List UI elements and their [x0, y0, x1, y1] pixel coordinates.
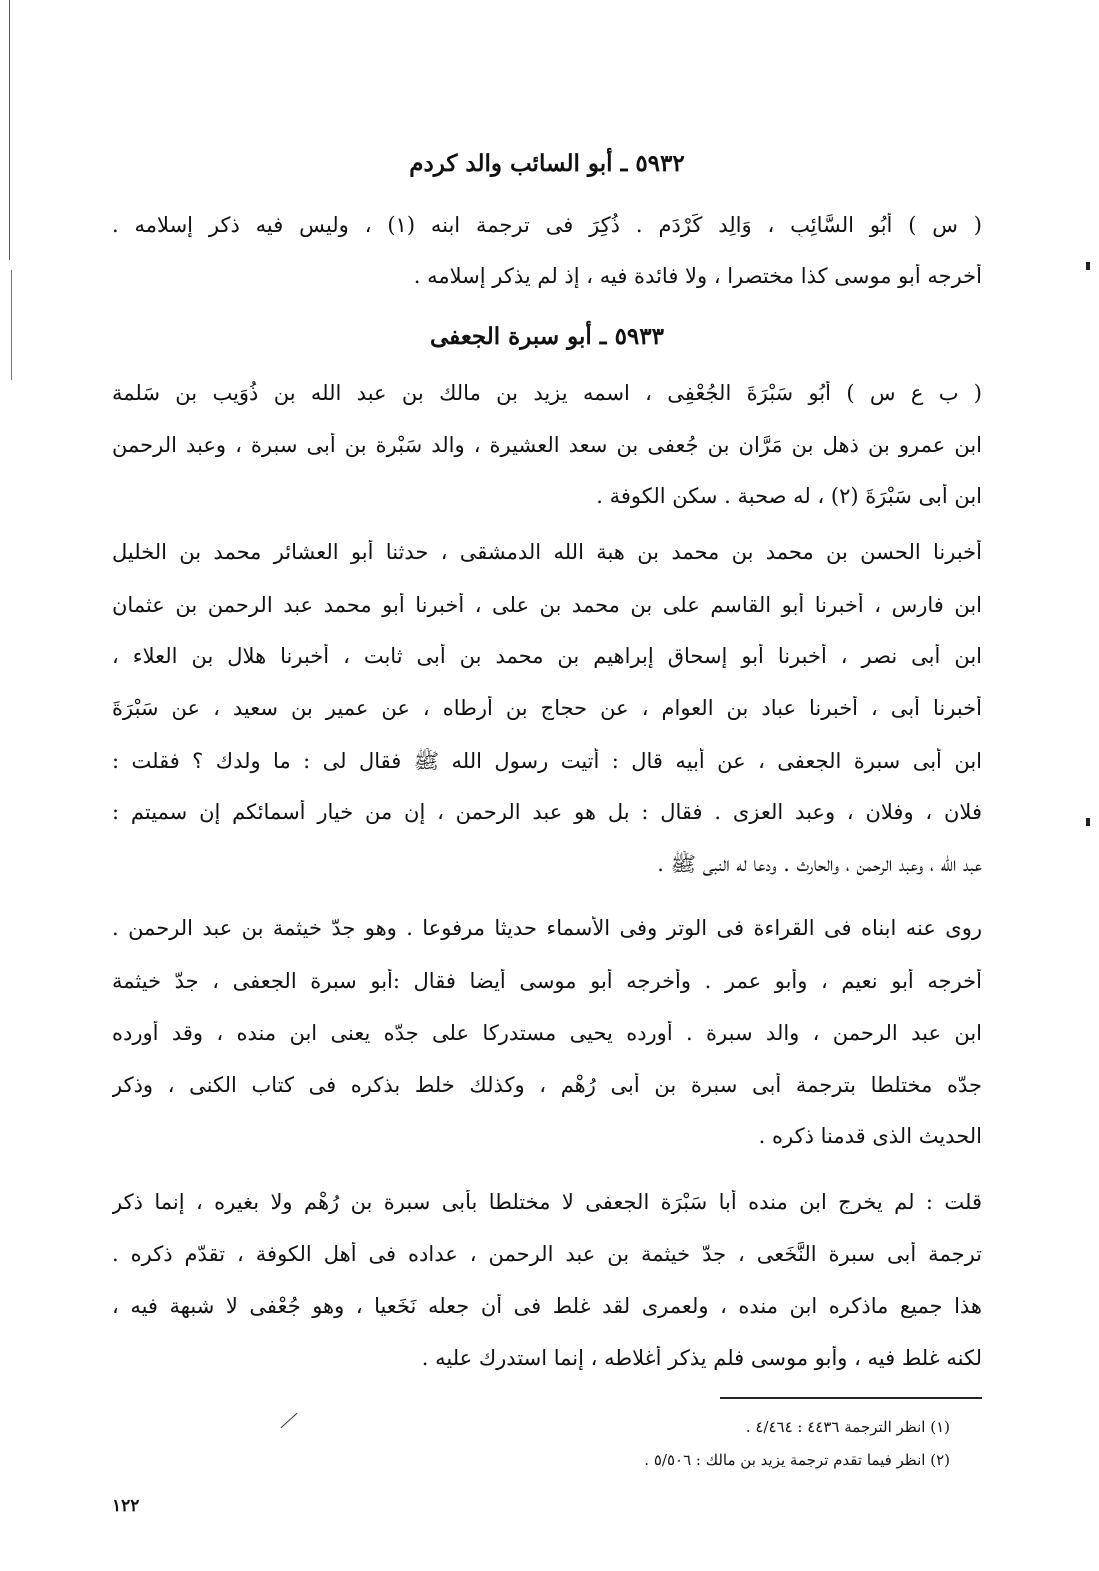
entry-line: ابن عمرو بن ذهل بن مَرَّان بن جُعفى بن سعد العشيرة ، والد سَبْرة بن أبى سبرة ، وعبد الرحمن: [112, 433, 982, 457]
paragraph-line: هذا جميع ماذكره ابن منده ، ولعمرى لقد غلط فى أن جعله نَخَعيا ، وهو جُعْفى لا شبهة فيه ،: [112, 1294, 982, 1318]
paragraph-line: قلت : لم يخرج ابن منده أبا سَبْرَة الجعفى لا مختلطا بأبى سبرة بن رُهْم ولا بغيره ، إنما ذكر: [112, 1190, 982, 1214]
footnote: (٢) انظر فيما تقدم ترجمة يزيد بن مالك : ٥/٥٠٦ .: [644, 1451, 950, 1469]
margin-mark: [1086, 262, 1090, 270]
entry-heading: ٥٩٣٣ ـ أبو سبرة الجعفى: [430, 323, 664, 350]
paragraph-line: أخبرنا الحسن بن محمد بن محمد بن هبة الله الدمشقى ، حدثنا أبو العشائر محمد بن الخليل: [112, 540, 982, 564]
stray-pen-mark: [280, 1413, 297, 1428]
paragraph-line: فلان ، وفلان ، وعبد العزى . فقال : بل هو عبد الرحمن ، إن من خيار أسمائكم إن سميتم :: [112, 800, 982, 824]
scan-edge-line: [11, 270, 12, 380]
entry-heading: ٥٩٣٢ ـ أبو السائب والد كردم: [409, 150, 685, 177]
paragraph-line: روى عنه ابناه فى القراءة فى الوتر وفى الأسماء حديثا مرفوعا . وهو جدّ خيثمة بن عبد الرحمن .: [112, 916, 982, 940]
paragraph-line: ابن عبد الرحمن ، والد سبرة . أورده يحيى مستدركا على جدّه يعنى ابن منده ، وقد أورده: [112, 1021, 982, 1045]
footnote-separator: [720, 1397, 982, 1399]
paragraph-line: ابن أبى نصر ، أخبرنا أبو إسحاق إبراهيم بن محمد بن أبى ثابت ، أخبرنا هلال بن العلاء ،: [112, 644, 982, 668]
footnote: (١) انظر الترجمة ٤٤٣٦ : ٤/٤٦٤ .: [745, 1418, 950, 1436]
scan-edge-line: [9, 0, 10, 260]
page-number: ١٢٢: [112, 1496, 140, 1516]
entry-line: ابن أبى سَبْرَةَ (٢) ، له صحبة . سكن الكوفة .: [596, 484, 982, 508]
paragraph-line: ترجمة أبى سبرة النَّخَعى ، جدّ خيثمة بن عبد الرحمن ، عداده فى أهل الكوفة ، تقدّم ذكره .: [112, 1242, 982, 1266]
entry-line: ( س ) أَبُو السَّائِبِ ، وَالِد كَرْدَم . ذُكِرَ فى ترجمة ابنه (١) ، وليس فيه ذكر إسلامه .: [112, 213, 982, 237]
paragraph-line: عبد الله ، وعبد الرحمن ، والحارث . ودعا له النبى ﷺ .: [657, 852, 982, 876]
paragraph-line: الحديث الذى قدمنا ذكره .: [758, 1124, 982, 1148]
paragraph-line: أخرجه أبو نعيم ، وأبو عمر . وأخرجه أبو موسى أيضا فقال :أبو سبرة الجعفى ، جدّ خيثمة: [112, 969, 982, 993]
entry-line: ( ب ع س ) أَبُو سَبْرَةَ الجُعْفِى ، اسمه يزيد بن مالك بن عبد الله بن ذُوَيب بن سَلمة: [112, 381, 982, 405]
paragraph-line: ابن أبى سبرة الجعفى ، عن أبيه قال : أتيت رسول الله ﷺ فقال لى : ما ولدك ؟ فقلت :: [112, 749, 982, 773]
margin-mark: [1086, 818, 1090, 826]
paragraph-line: لكنه غلط فيه ، وأبو موسى فلم يذكر أغلاطه ، إنما استدرك عليه .: [421, 1346, 982, 1370]
entry-line: أخرجه أبو موسى كذا مختصرا ، ولا فائدة فيه ، إذ لم يذكر إسلامه .: [413, 264, 982, 288]
paragraph-line: أخبرنا أبى ، أخبرنا عباد بن العوام ، عن حجاج بن أرطاه ، عن عمير بن سعيد ، عن سَبْرَةَ: [112, 696, 982, 720]
paragraph-line: جدّه مختلطا بترجمة أبى سبرة بن أبى رُهْم ، وكذلك خلط بذكره فى كتاب الكنى ، وذكر: [112, 1073, 982, 1097]
paragraph-line: ابن فارس ، أخبرنا أبو القاسم على بن محمد بن على ، أخبرنا أبو محمد عبد الرحمن بن عثمان: [112, 593, 982, 617]
